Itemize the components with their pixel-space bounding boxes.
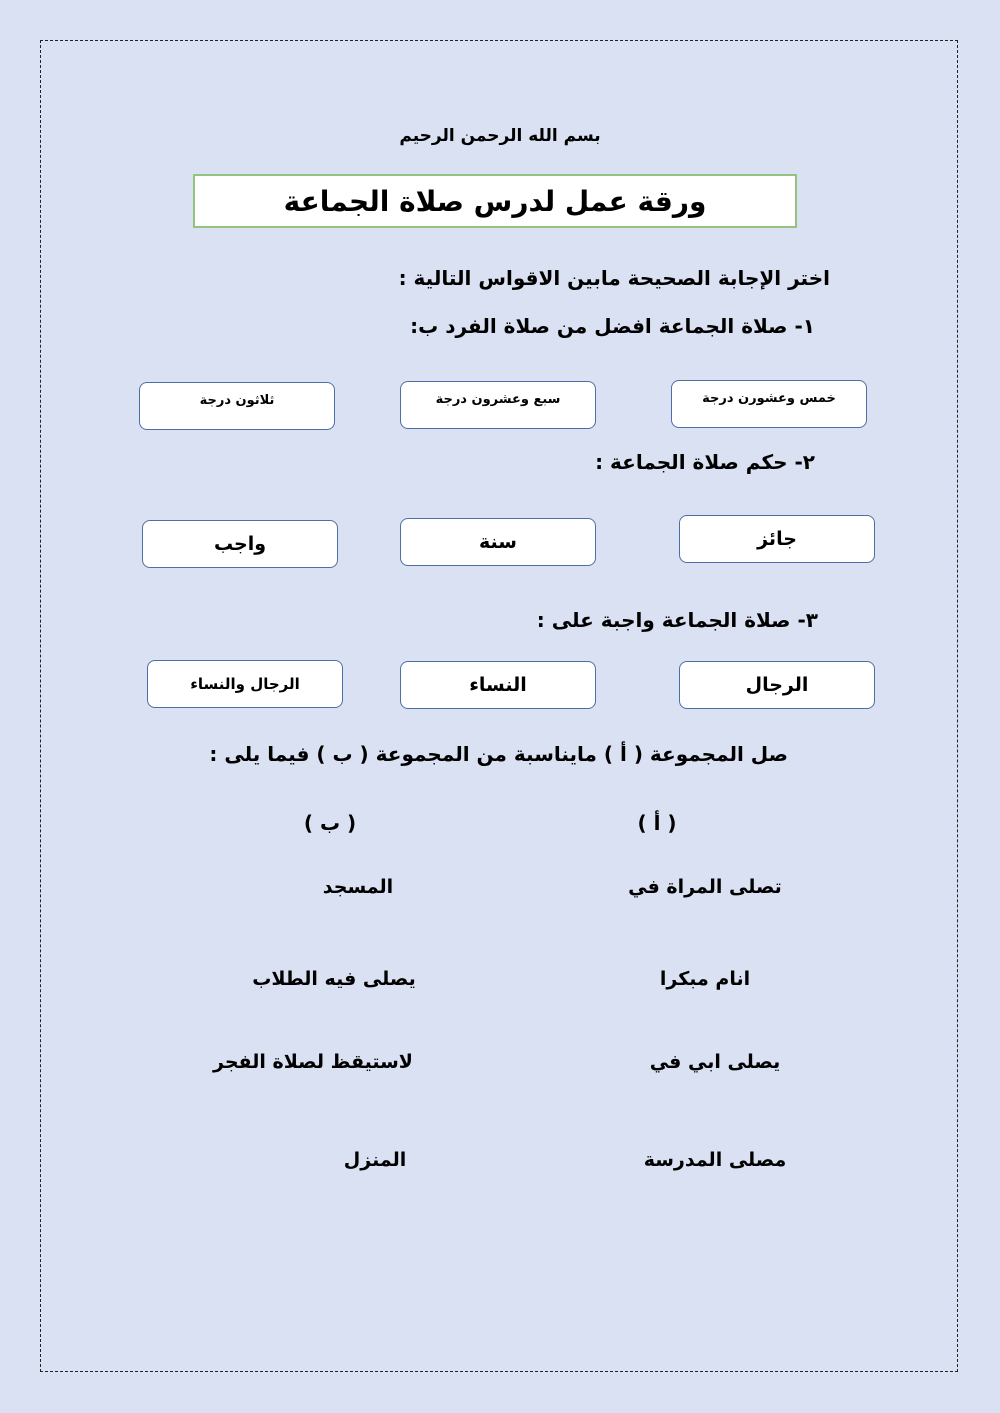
group-a-label: ( أ ) bbox=[637, 811, 677, 835]
group-b-item-3[interactable]: لاستيقظ لصلاة الفجر bbox=[213, 1051, 413, 1073]
group-b-item-1[interactable]: المسجد bbox=[322, 876, 394, 898]
q2-option-3[interactable]: واجب bbox=[142, 520, 338, 568]
question-2: ٢- حكم صلاة الجماعة : bbox=[595, 450, 815, 474]
q2-option-2[interactable]: سنة bbox=[400, 518, 596, 566]
instruction-match: صل المجموعة ( أ ) ماينا‌سبة من المجموعة ( ب ) فيما يلى : bbox=[209, 742, 788, 766]
group-b-item-4[interactable]: المنزل bbox=[343, 1149, 407, 1171]
q2-option-1[interactable]: جائز bbox=[679, 515, 875, 563]
question-3: ٣- صلاة الجماعة واجبة على : bbox=[536, 608, 818, 632]
bismillah: بسم الله الرحمن الرحيم bbox=[399, 126, 601, 146]
q1-option-3[interactable]: ثلاثون درجة bbox=[139, 382, 335, 430]
group-a-item-3[interactable]: يصلى ابي في bbox=[649, 1051, 781, 1073]
group-a-item-4[interactable]: مصلى المدرسة bbox=[643, 1149, 787, 1171]
group-b-item-2[interactable]: يصلى فيه الطلاب bbox=[252, 968, 416, 990]
question-1: ١- صلاة الجماعة افضل من صلاة الفرد ب: bbox=[410, 314, 815, 338]
group-b-label: ( ب ) bbox=[303, 811, 357, 835]
group-a-item-2[interactable]: انام مبكرا bbox=[659, 968, 751, 990]
q3-option-3[interactable]: الرجال والنساء bbox=[147, 660, 343, 708]
q1-option-1[interactable]: خمس وعشورن درجة bbox=[671, 380, 867, 428]
q1-option-2[interactable]: سبع وعشرون درجة bbox=[400, 381, 596, 429]
worksheet-title: ورقة عمل لدرس صلاة الجماعة bbox=[193, 174, 797, 228]
q3-option-2[interactable]: النساء bbox=[400, 661, 596, 709]
instruction-choose: اختر الإجابة الصحيحة مابين الاقواس التالية : bbox=[398, 266, 830, 290]
q3-option-1[interactable]: الرجال bbox=[679, 661, 875, 709]
group-a-item-1[interactable]: تصلى المراة في bbox=[628, 876, 782, 898]
